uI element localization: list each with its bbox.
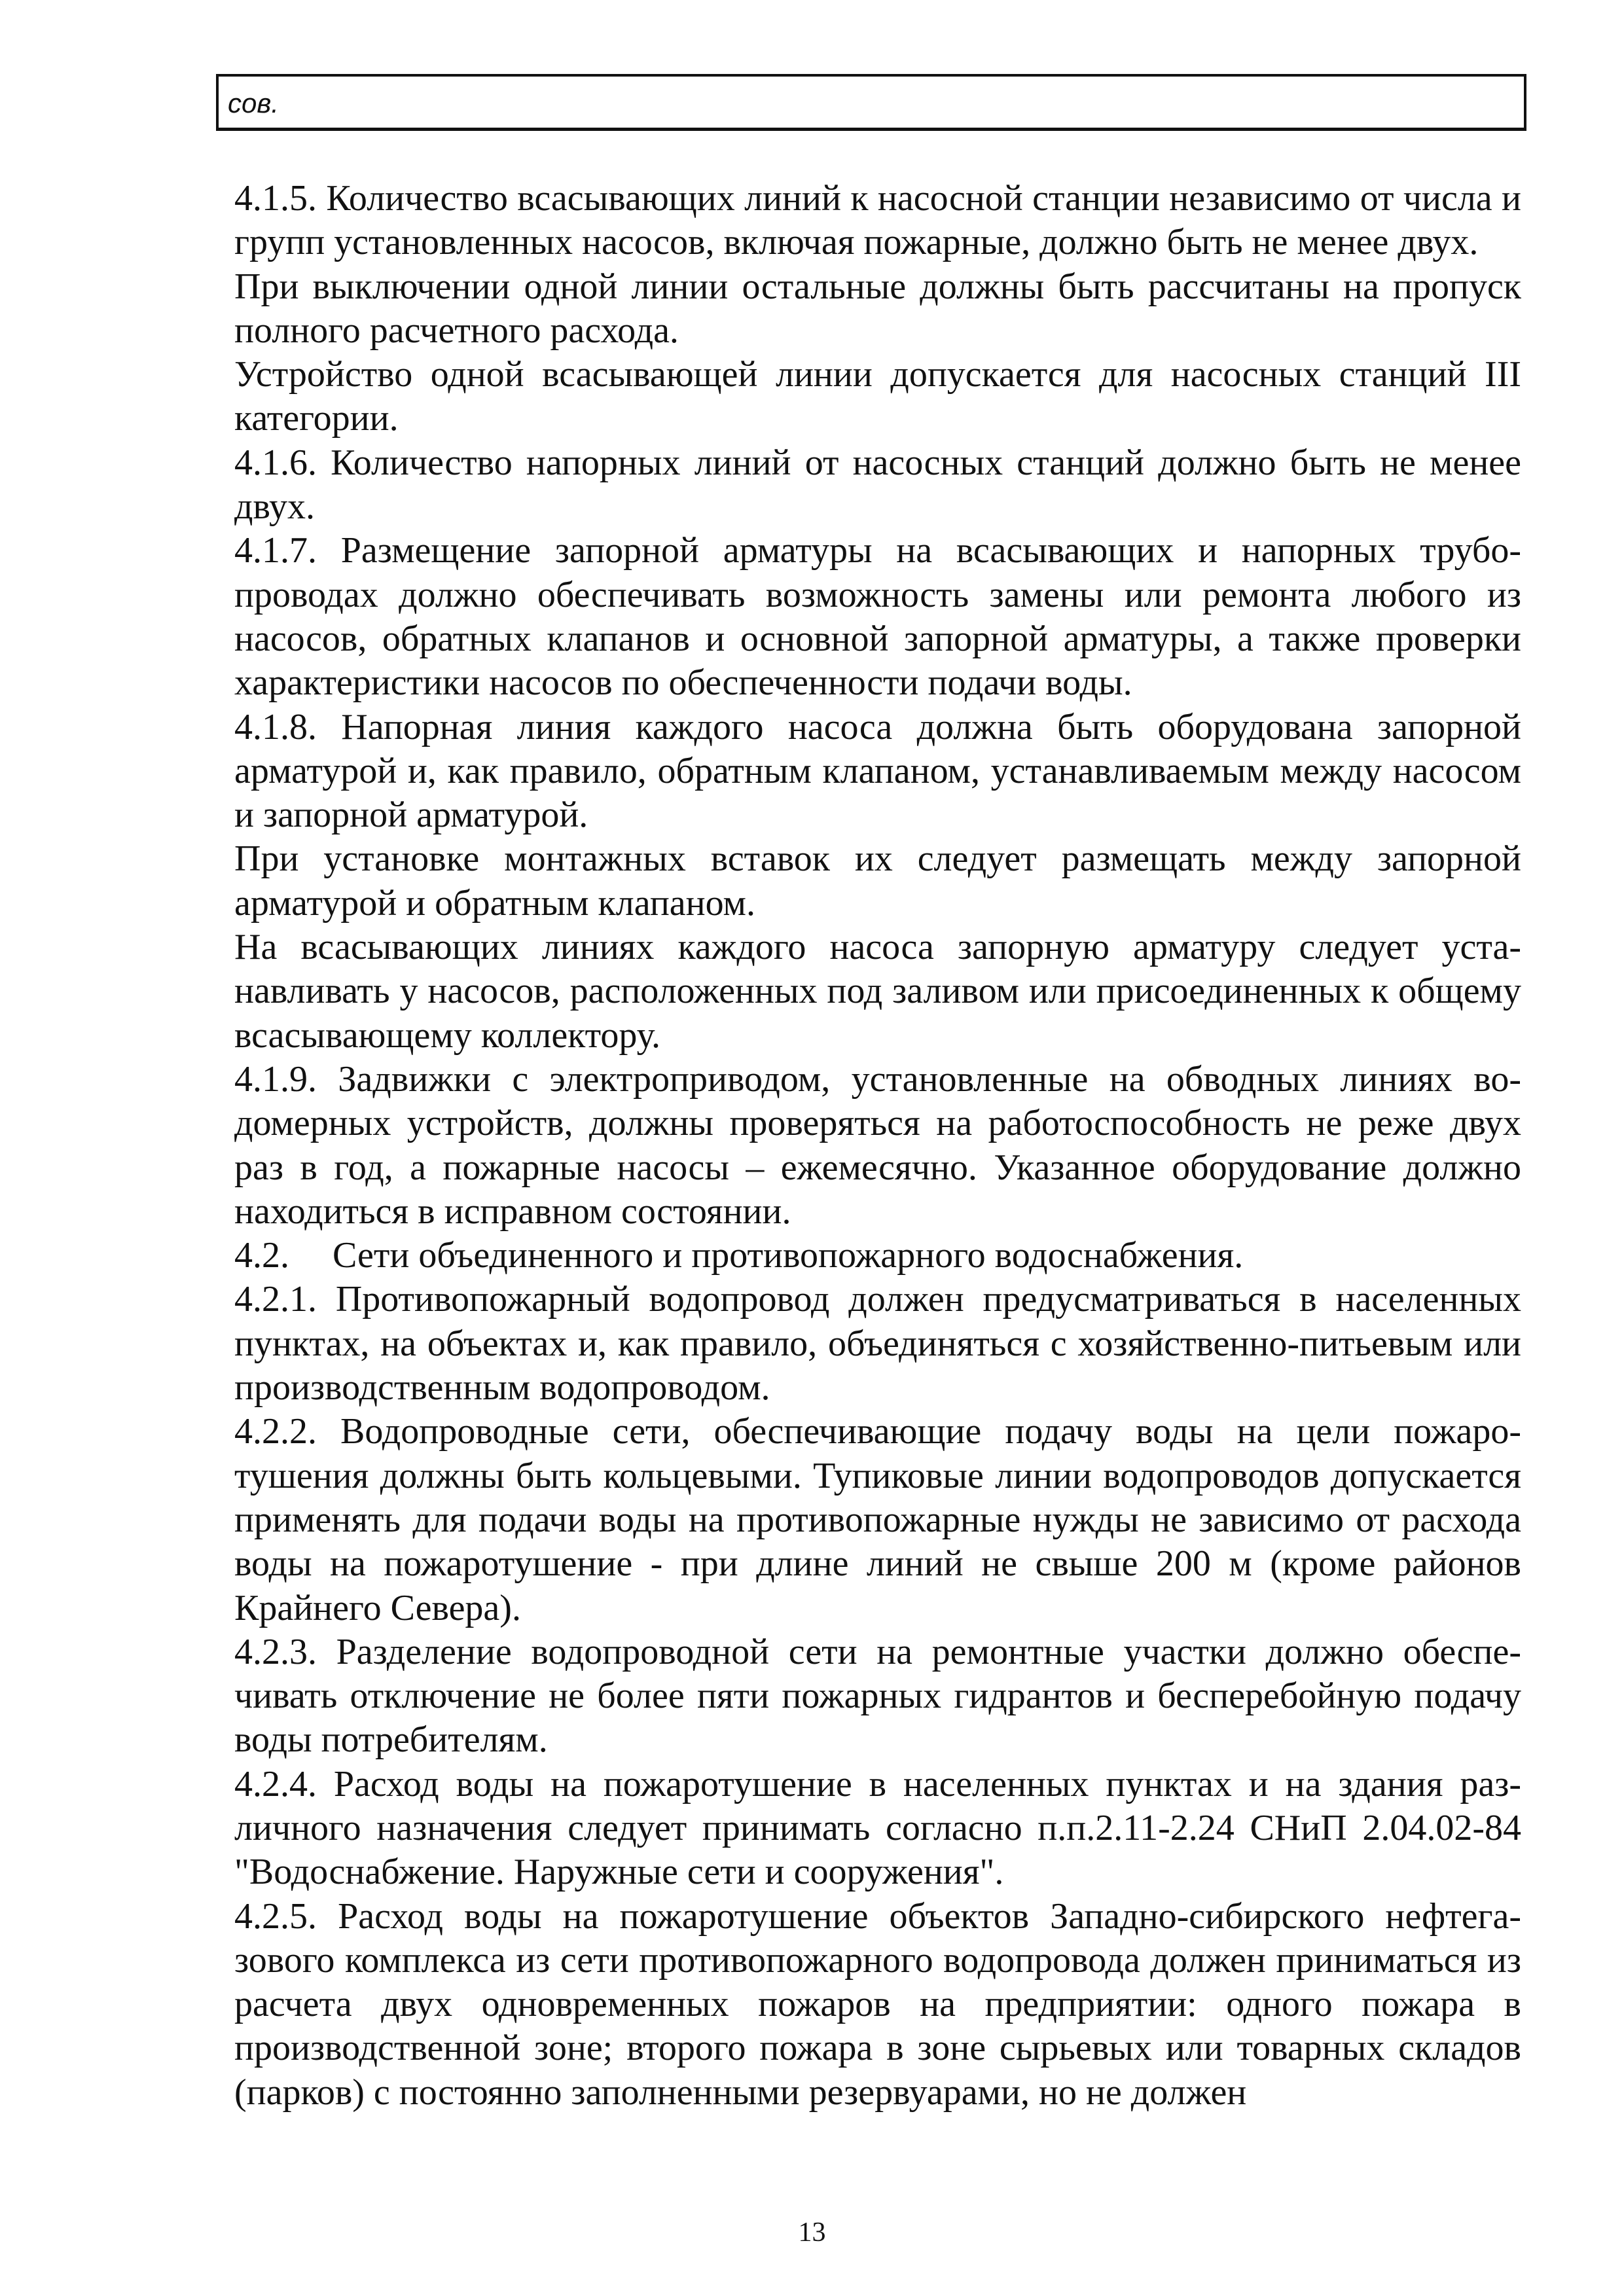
paragraph: Устройство одной всасывающей линии допускается для насосных станций III категории. [234, 354, 1521, 439]
paragraph: 4.1.8. Напорная линия каждого насоса должна быть оборудована запорной арматурой и, как правило, обратным клапаном, устанавливаемым между насосом и запорной арматурой. [234, 706, 1521, 836]
paragraph: 4.1.5. Количество всасывающих линий к насосной станции независимо от числа и групп установленных насосов, включая пожарные, должно быть не менее двух. [234, 178, 1521, 263]
paragraph: При выключении одной линии остальные должны быть рассчитаны на пропуск полного расчетного расхода. [234, 266, 1521, 351]
paragraph: На всасывающих линиях каждого насоса запорную арматуру следует устанавливать у насосов, расположенных под заливом или присоединенных к общему всасывающему коллектору. [234, 927, 1521, 1056]
paragraph: 4.2.2. Водопроводные сети, обеспечивающие подачу воды на цели пожаротушения должны быть кольцевыми. Тупиковые линии водопроводов допускается применять для подачи воды на противопожарные нужды не зависимо от расхода воды на пожаротушение - при длине линий не свыше 200 м (кроме районов Крайнего Севера). [234, 1411, 1521, 1628]
header-box [216, 74, 1526, 131]
page-number: 13 [798, 2217, 826, 2248]
section-number: 4.2. [234, 1235, 289, 1276]
paragraph: 4.2.4. Расход воды на пожаротушение в населенных пунктах и на здания различного назначения следует принимать согласно п.п.2.11-2.24 СНиП 2.04.02-84 "Водоснабжение. Наружные сети и сооружения". [234, 1763, 1521, 1893]
paragraph: 4.1.6. Количество напорных линий от насосных станций должно быть не менее двух. [234, 442, 1521, 528]
header-text: сов. [228, 88, 279, 118]
paragraph: 4.1.9. Задвижки с электроприводом, установленные на обводных линиях водомерных устройств, должны проверяться на работоспособность не реже двух раз в год, а пожарные насосы – ежемесячно. Указанное оборудование должно находиться в исправном состоянии. [234, 1058, 1521, 1232]
paragraph: 4.1.7. Размещение запорной арматуры на всасывающих и напорных трубопроводах должно обеспечивать возможность замены или ремонта любого из насосов, обратных клапанов и основной запорной арматуры, а также проверки характеристики насосов по обеспеченности подачи воды. [234, 530, 1521, 704]
paragraph: 4.2.3. Разделение водопроводной сети на ремонтные участки должно обеспечивать отключение не более пяти пожарных гидрантов и бесперебойную подачу воды потребителям. [234, 1631, 1521, 1761]
paragraph: 4.2.1. Противопожарный водопровод должен предусматриваться в населенных пунктах, на объектах и, как правило, объединяться с хозяйственно-питьевым или производственным водопроводом. [234, 1279, 1521, 1408]
section-title: Сети объединенного и противопожарного водоснабжения. [333, 1235, 1244, 1276]
section-heading [234, 1234, 1521, 1278]
paragraph: При установке монтажных вставок их следует размещать между запорной арматурой и обратным клапаном. [234, 838, 1521, 924]
paragraph: 4.2.5. Расход воды на пожаротушение объектов Западно-сибирского нефтегазового комплекса из сети противопожарного водопровода должен приниматься из расчета двух одновременных пожаров на предприятии: одного пожара в производственной зоне; второго пожара в зоне сырьевых или товарных складов (парков) с постоянно заполненными резервуарами, но не должен [234, 1895, 1521, 2113]
document-body [234, 177, 1521, 2115]
